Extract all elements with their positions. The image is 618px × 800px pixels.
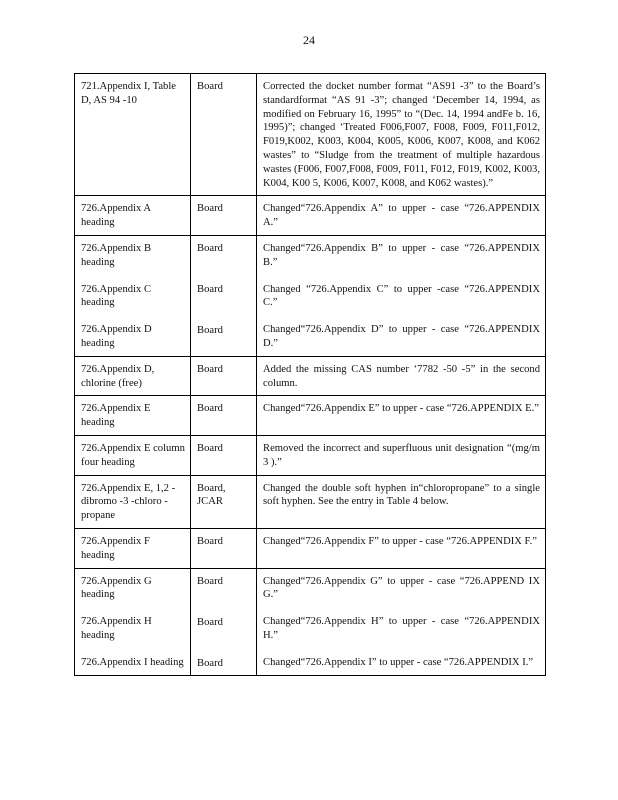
description-cell	[257, 235, 546, 356]
description-entry: Changed“726.Appendix B” to upper - case “726.APPENDIX B.”	[263, 242, 540, 268]
section-cell: 726.Appendix D, chlorine (free)	[75, 356, 191, 396]
source-cell	[191, 568, 257, 676]
section-cell: 726.Appendix E, 1,2 - dibromo -3 -chloro - propane	[75, 475, 191, 528]
section-cell: 726.Appendix E column four heading	[75, 435, 191, 475]
section-cell: 726.Appendix F heading	[75, 528, 191, 568]
description-cell: Corrected the docket number format “AS91 -3” to the Board’s standardformat “AS 91 -3”; changed ‘December 14, 1994, as modified on February 16, 1995” to “(Dec. 14, 1994 andFe b. 16, 1995)”; changed ‘Treated F006,F007, F008, F009, F011,F012, F019,K002, K003, K004, K005, K006, K007, K008, and K062 wastes” to “Sludge from the treatment of multiple hazardous wastes (F006, F007,F008, F009, F011, F012, F019, K002, K003, K004, K00 5, K006, K007, K008, and K062 wastes).”	[257, 74, 546, 196]
source-entry: Board	[197, 616, 223, 628]
corrections-table	[74, 73, 546, 676]
description-entry: Changed “726.Appendix C” to upper -case “726.APPENDIX C.”	[263, 283, 540, 309]
description-entry: Changed“726.Appendix H” to upper - case “726.APPENDIX H.”	[263, 616, 540, 641]
section-entry: 726.Appendix D heading	[81, 324, 152, 349]
section-entry: 726.Appendix I heading	[81, 656, 184, 668]
page-number: 24	[303, 33, 315, 47]
source-cell: Board	[191, 435, 257, 475]
description-cell: Changed“726.Appendix F” to upper - case “726.APPENDIX F.”	[257, 528, 546, 568]
section-entry: 726.Appendix B heading	[81, 242, 152, 268]
description-entry: Changed“726.Appendix G” to upper - case “726.APPEND IX G.”	[263, 575, 540, 601]
description-cell	[257, 568, 546, 676]
source-entry: Board	[197, 324, 223, 336]
source-entry: Board	[197, 575, 223, 587]
section-cell: 726.Appendix A heading	[75, 196, 191, 236]
section-cell: 721.Appendix I, Table D, AS 94 -10	[75, 74, 191, 196]
source-entry: Board	[197, 657, 223, 669]
description-cell: Removed the incorrect and superfluous unit designation “(mg/m 3 ).”	[257, 435, 546, 475]
section-cell	[75, 235, 191, 356]
source-cell: Board	[191, 396, 257, 436]
table-row	[75, 475, 546, 528]
source-cell: Board	[191, 356, 257, 396]
section-entry: 726.Appendix H heading	[81, 616, 152, 641]
table-row	[75, 235, 546, 356]
source-cell: Board	[191, 528, 257, 568]
section-cell	[75, 568, 191, 676]
source-cell: Board	[191, 196, 257, 236]
description-entry: Changed“726.Appendix I” to upper - case “726.APPENDIX I.”	[263, 656, 534, 668]
table-row	[75, 74, 546, 196]
table-row	[75, 568, 546, 676]
description-cell: Changed the double soft hyphen in“chloropropane” to a single soft hyphen. See the entry in Table 4 below.	[257, 475, 546, 528]
source-cell: Board, JCAR	[191, 475, 257, 528]
source-entry: Board	[197, 283, 223, 295]
description-cell: Changed“726.Appendix E” to upper - case “726.APPENDIX E.”	[257, 396, 546, 436]
table-row	[75, 528, 546, 568]
section-entry: 726.Appendix C heading	[81, 283, 152, 309]
table-row	[75, 196, 546, 236]
table-row	[75, 356, 546, 396]
description-entry: Changed“726.Appendix D” to upper - case “726.APPENDIX D.”	[263, 324, 540, 349]
section-entry: 726.Appendix G heading	[81, 575, 152, 601]
source-cell	[191, 235, 257, 356]
description-cell: Changed“726.Appendix A” to upper - case “726.APPENDIX A.”	[257, 196, 546, 236]
section-cell: 726.Appendix E heading	[75, 396, 191, 436]
source-entry: Board	[197, 242, 223, 254]
table-row	[75, 435, 546, 475]
source-cell: Board	[191, 74, 257, 196]
description-cell: Added the missing CAS number ‘7782 -50 -5” in the second column.	[257, 356, 546, 396]
table-row	[75, 396, 546, 436]
